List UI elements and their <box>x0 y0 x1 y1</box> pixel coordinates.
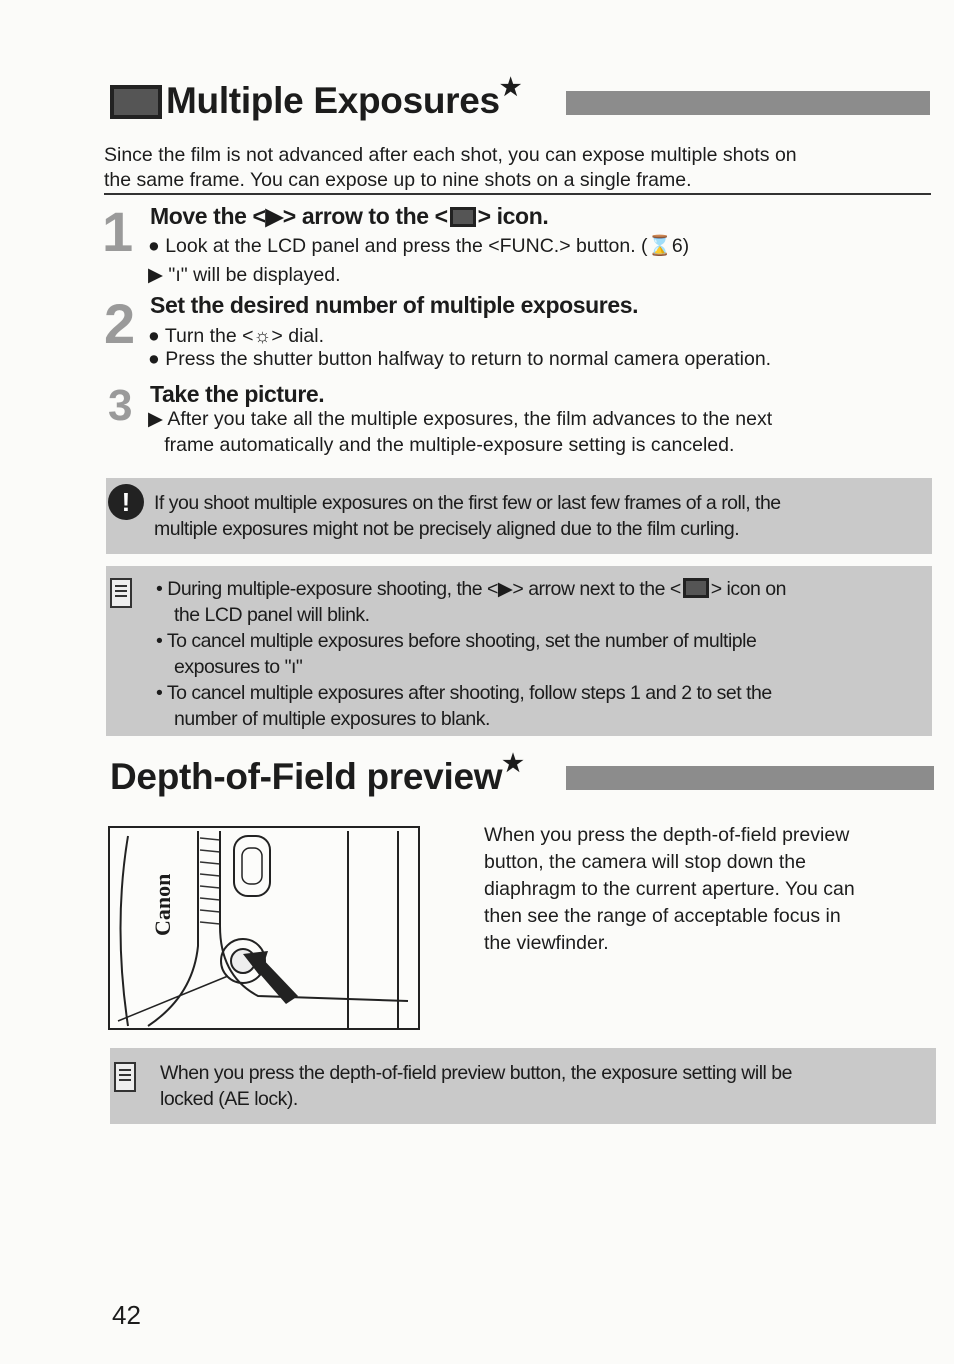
caution-text: If you shoot multiple exposures on the first few or last few frames of a roll, the multiple exposures might not be precisely aligned due to the film curling. <box>154 492 781 540</box>
memo-icon <box>110 578 132 608</box>
multiple-exposure-icon <box>683 578 709 598</box>
step-3-title: Take the picture. <box>150 381 325 407</box>
step-1-title: Move the <▶> arrow to the < > icon. <box>150 203 549 229</box>
step-3-line-1: ▶ After you take all the multiple exposures, the film advances to the next <box>148 408 773 430</box>
section-title-multiple-exposures: Multiple Exposures★ <box>108 80 521 122</box>
section-title-depth-of-field: Depth-of-Field preview★ <box>110 750 524 797</box>
caution-icon: ! <box>108 484 144 520</box>
star-mark: ★ <box>499 74 522 101</box>
step-1-line-2: ▶ "ı" will be displayed. <box>148 264 341 286</box>
step-1-line-1: ● Look at the LCD panel and press the <FUNC.> button. (⌛6) <box>148 235 690 257</box>
camera-illustration <box>108 826 420 1030</box>
step-2-line-2: ● Press the shutter button halfway to return to normal camera operation. <box>148 348 772 370</box>
title-bar <box>566 766 934 790</box>
multiple-exposure-icon <box>110 85 162 119</box>
ae-lock-note-text: When you press the depth-of-field preview button, the exposure setting will be locked (AE lock). <box>160 1062 792 1110</box>
caution-box <box>106 478 932 554</box>
notes-text: • During multiple-exposure shooting, the <▶> arrow next to the < > icon on the LCD panel will blink. • To cancel multiple exposures before shooting, set the number of multiple exposures to "ı" • To cancel multiple exposures after shooting, follow steps 1 and 2 to set the number of multiple exposures to blank. <box>156 578 786 730</box>
intro-text: Since the film is not advanced after each shot, you can expose multiple shots on the same frame. You can expose up to nine shots on a single frame. <box>104 144 797 191</box>
divider <box>104 193 931 195</box>
memo-icon <box>114 1062 136 1092</box>
title-bar <box>566 91 930 115</box>
star-mark: ★ <box>502 750 524 777</box>
multiple-exposure-icon <box>450 207 476 227</box>
step-2-title: Set the desired number of multiple exposures. <box>150 292 639 318</box>
step-number-2: 2 <box>104 292 136 355</box>
camera-brand-text: Canon <box>150 873 175 936</box>
page-number: 42 <box>112 1300 141 1330</box>
ae-lock-note-box <box>110 1048 936 1124</box>
step-3-line-2: frame automatically and the multiple-exposure setting is canceled. <box>148 434 735 456</box>
step-number-1: 1 <box>102 200 134 263</box>
depth-of-field-description: When you press the depth-of-field preview button, the camera will stop down the diaphragm to the current aperture. You can then see the range of acceptable focus in the viewfinder. <box>484 824 855 954</box>
notes-box <box>106 566 932 736</box>
step-2-line-1: ● Turn the <☼> dial. <box>148 325 324 347</box>
step-number-3: 3 <box>108 381 133 430</box>
